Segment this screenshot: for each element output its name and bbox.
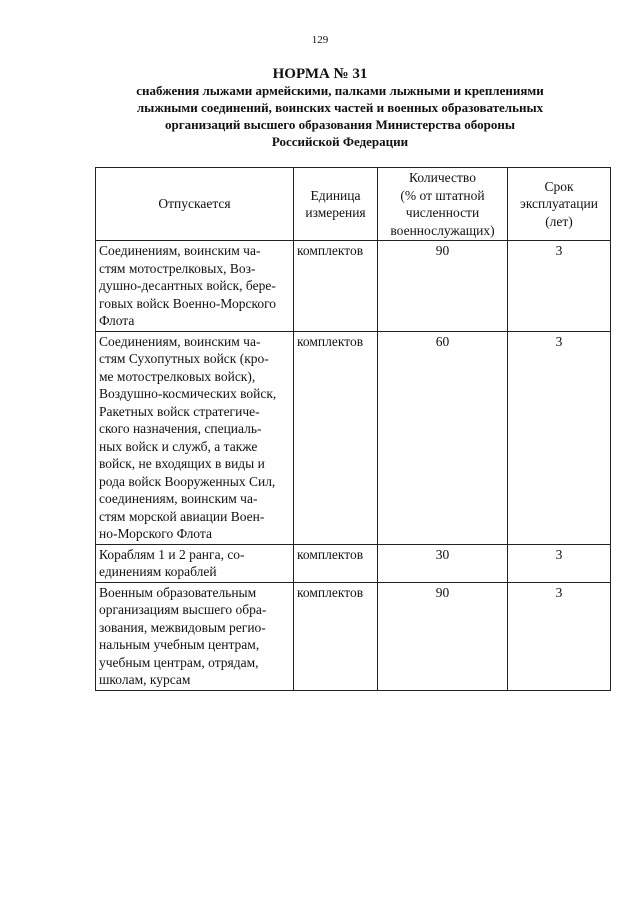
text-line: ме мотострелковых войск), — [99, 368, 256, 384]
text-line: Ракетных войск стратегиче- — [99, 403, 260, 419]
header-term — [508, 168, 611, 241]
cell-issued-to — [96, 241, 294, 332]
text-line: Отпускается — [158, 196, 231, 212]
cell-issued-to — [96, 582, 294, 690]
table-row — [96, 241, 611, 332]
subtitle-line: организаций высшего образования Министерства обороны — [165, 117, 515, 132]
text-line: численности — [405, 205, 480, 220]
cell-unit: комплектов — [294, 582, 378, 690]
text-line: военнослужащих) — [390, 222, 495, 238]
text-line: душно-десантных войск, бере- — [99, 278, 276, 293]
text-line: стям Сухопутных войск (кро- — [99, 351, 269, 366]
text-line: Флота — [99, 313, 135, 328]
cell-term: 3 — [508, 544, 611, 582]
header-issued-to — [96, 168, 294, 241]
text-line: рода войск Вооруженных Сил, — [99, 473, 276, 489]
cell-unit: комплектов — [294, 331, 378, 544]
text-line: единениям кораблей — [99, 564, 217, 579]
table-row — [96, 331, 611, 544]
text-line: организациям высшего обра- — [99, 602, 267, 617]
text-line: эксплуатации — [520, 196, 598, 212]
text-line: школам, курсам — [99, 672, 191, 687]
cell-quantity: 60 — [378, 331, 508, 544]
table-row — [96, 582, 611, 690]
header-unit — [294, 168, 378, 241]
cell-issued-to — [96, 331, 294, 544]
cell-issued-to — [96, 544, 294, 582]
text-line: (лет) — [545, 213, 573, 229]
text-line: Количество — [409, 170, 476, 185]
text-line: учебным центрам, отрядам, — [99, 654, 259, 670]
subtitle-line: снабжения лыжами армейскими, палками лыжными и креплениями — [136, 83, 544, 98]
norm-title: НОРМА № 31 — [272, 66, 368, 82]
text-line: соединениям, воинским ча- — [99, 491, 258, 506]
text-line: говых войск Военно-Морского — [99, 295, 277, 311]
text-line: ных войск и служб, а также — [99, 438, 258, 454]
text-line: измерения — [305, 205, 366, 220]
text-line: Срок — [544, 178, 574, 194]
cell-quantity: 30 — [378, 544, 508, 582]
cell-quantity: 90 — [378, 582, 508, 690]
cell-term: 3 — [508, 331, 611, 544]
text-line: Соединениям, воинским ча- — [99, 333, 261, 349]
text-line: Воздушно-космических войск, — [99, 386, 277, 401]
text-line: Кораблям 1 и 2 ранга, со- — [99, 546, 245, 562]
text-line: (% от штатной — [400, 187, 485, 203]
subtitle-line: Российской Федерации — [271, 134, 409, 149]
page-number: 129 — [311, 34, 329, 46]
text-line: войск, не входящих в виды и — [99, 456, 265, 471]
norm-table — [95, 167, 611, 691]
header-quantity — [378, 168, 508, 241]
text-line: стям морской авиации Воен- — [99, 508, 265, 524]
cell-term: 3 — [508, 241, 611, 332]
text-line: стям мотострелковых, Воз- — [99, 260, 256, 276]
text-line: Соединениям, воинским ча- — [99, 243, 261, 258]
table-header-row — [96, 168, 611, 241]
text-line: зования, межвидовым регио- — [99, 619, 266, 635]
table-row — [96, 544, 611, 582]
cell-unit: комплектов — [294, 241, 378, 332]
cell-unit: комплектов — [294, 544, 378, 582]
text-line: ского назначения, специаль- — [99, 421, 262, 436]
text-line: Единица — [310, 187, 361, 203]
cell-quantity: 90 — [378, 241, 508, 332]
text-line: Военным образовательным — [99, 584, 257, 600]
norm-subtitle — [80, 82, 600, 150]
text-line: нальным учебным центрам, — [99, 637, 260, 652]
text-line: но-Морского Флота — [99, 526, 212, 541]
subtitle-line: лыжными соединений, воинских частей и военных образовательных — [136, 100, 544, 115]
cell-term: 3 — [508, 582, 611, 690]
